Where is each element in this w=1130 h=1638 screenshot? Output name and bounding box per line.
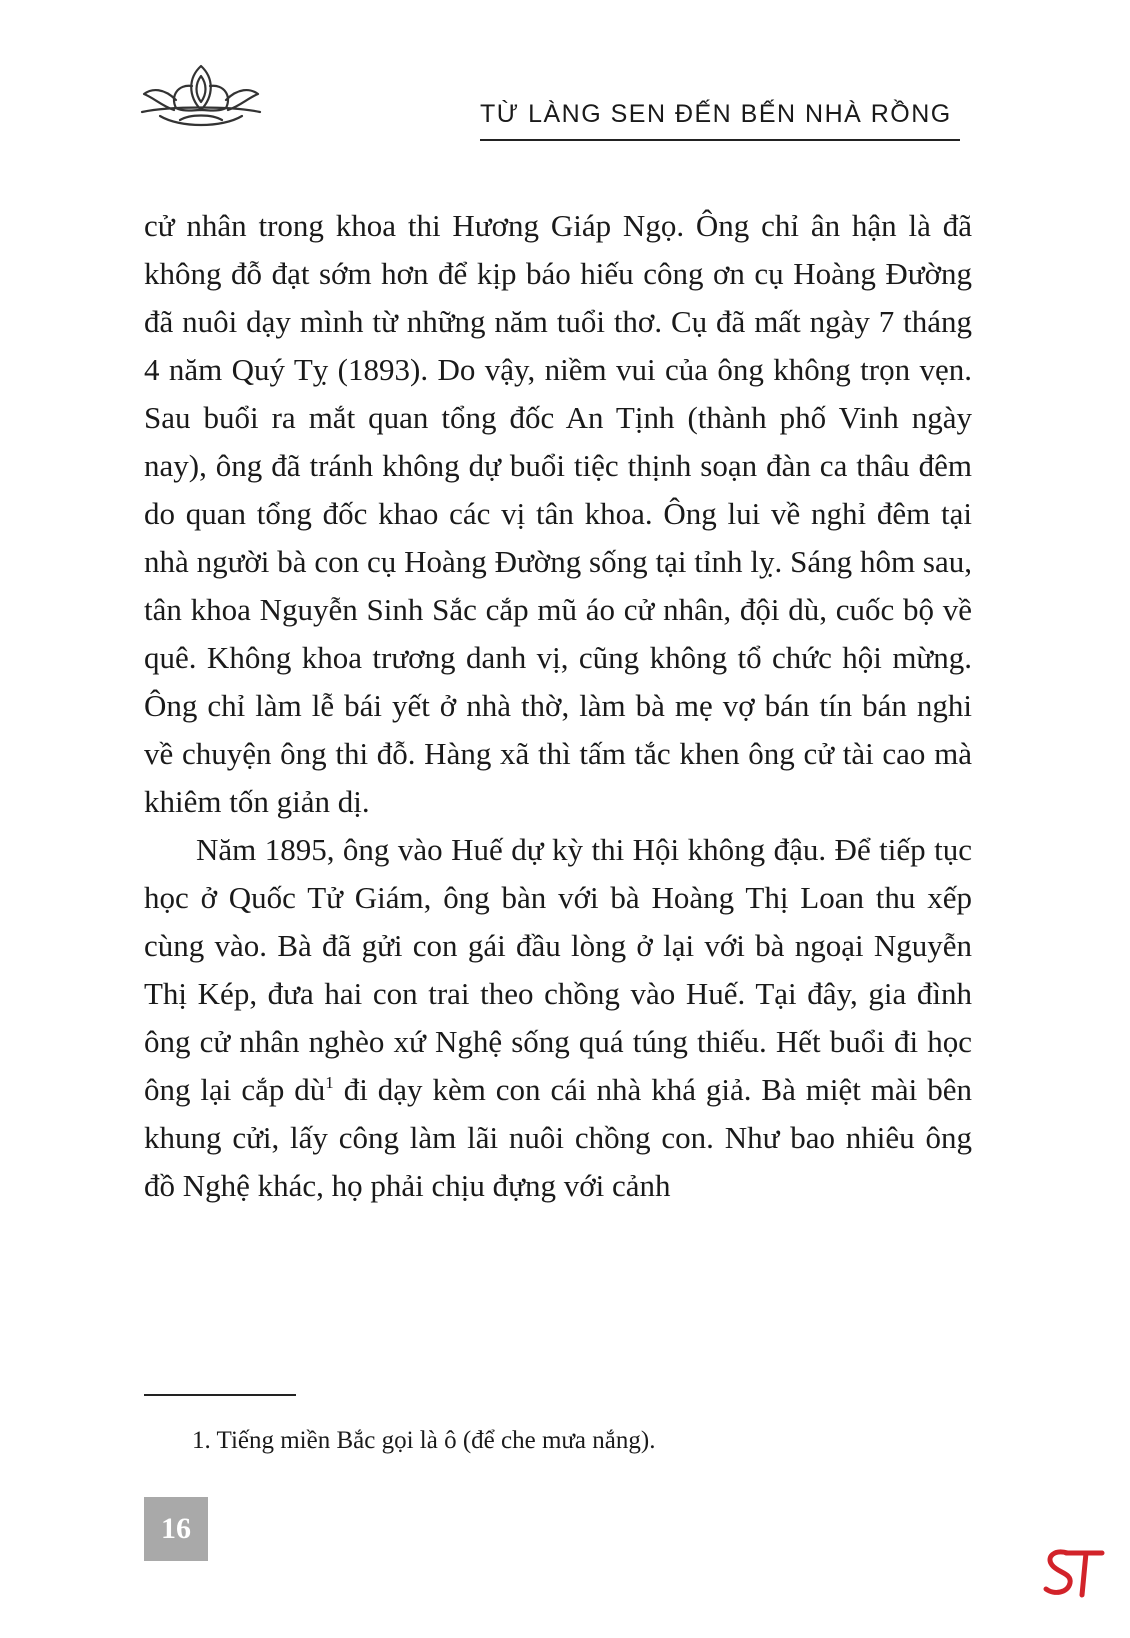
paragraph-2-part-2: đi dạy kèm con cái nhà khá giả. Bà miệt mài bên khung cửi, lấy công làm lãi nuôi chồng con. Như bao nhiêu ông đồ Nghệ khác, họ phải chịu đựng với cảnh bbox=[144, 1072, 972, 1203]
publisher-logo bbox=[1042, 1545, 1106, 1601]
header-rule bbox=[480, 139, 960, 141]
lotus-ornament-icon bbox=[140, 58, 262, 132]
page-number-box bbox=[144, 1497, 208, 1561]
running-head-title: TỪ LÀNG SEN ĐẾN BẾN NHÀ RỒNG bbox=[480, 100, 952, 128]
main-text bbox=[144, 202, 972, 1210]
footnote-rule bbox=[144, 1394, 296, 1396]
paragraph-2-part-1: Năm 1895, ông vào Huế dự kỳ thi Hội không đậu. Để tiếp tục học ở Quốc Tử Giám, ông bàn với bà Hoàng Thị Loan thu xếp cùng vào. Bà đã gửi con gái đầu lòng ở lại với bà ngoại Nguyễn Thị Kép, đưa hai con trai theo chồng vào Huế. Tại đây, gia đình ông cử nhân nghèo xứ Nghệ sống quá túng thiếu. Hết buổi đi học ông lại cắp dù bbox=[144, 832, 972, 1107]
footnote: 1. Tiếng miền Bắc gọi là ô (để che mưa nắng). bbox=[192, 1427, 656, 1454]
paragraph-1: cử nhân trong khoa thi Hương Giáp Ngọ. Ông chỉ ân hận là đã không đỗ đạt sớm hơn để kịp báo hiếu công ơn cụ Hoàng Đường đã nuôi dạy mình từ những năm tuổi thơ. Cụ đã mất ngày 7 tháng 4 năm Quý Tỵ (1893). Do vậy, niềm vui của ông không trọn vẹn. Sau buổi ra mắt quan tổng đốc An Tịnh (thành phố Vinh ngày nay), ông đã tránh không dự buổi tiệc thịnh soạn đàn ca thâu đêm do quan tổng đốc khao các vị tân khoa. Ông lui về nghỉ đêm tại nhà người bà con cụ Hoàng Đường sống tại tỉnh lỵ. Sáng hôm sau, tân khoa Nguyễn Sinh Sắc cắp mũ áo cử nhân, đội dù, cuốc bộ về quê. Không khoa trương danh vị, cũng không tổ chức hội mừng. Ông chỉ làm lễ bái yết ở nhà thờ, làm bà mẹ vợ bán tín bán nghi về chuyện ông thi đỗ. Hàng xã thì tấm tắc khen ông cử tài cao mà khiêm tốn giản dị. bbox=[144, 208, 972, 819]
paragraph-2 bbox=[144, 826, 972, 1210]
footnote-marker: 1 bbox=[325, 1073, 334, 1092]
page-number: 16 bbox=[161, 1512, 191, 1545]
